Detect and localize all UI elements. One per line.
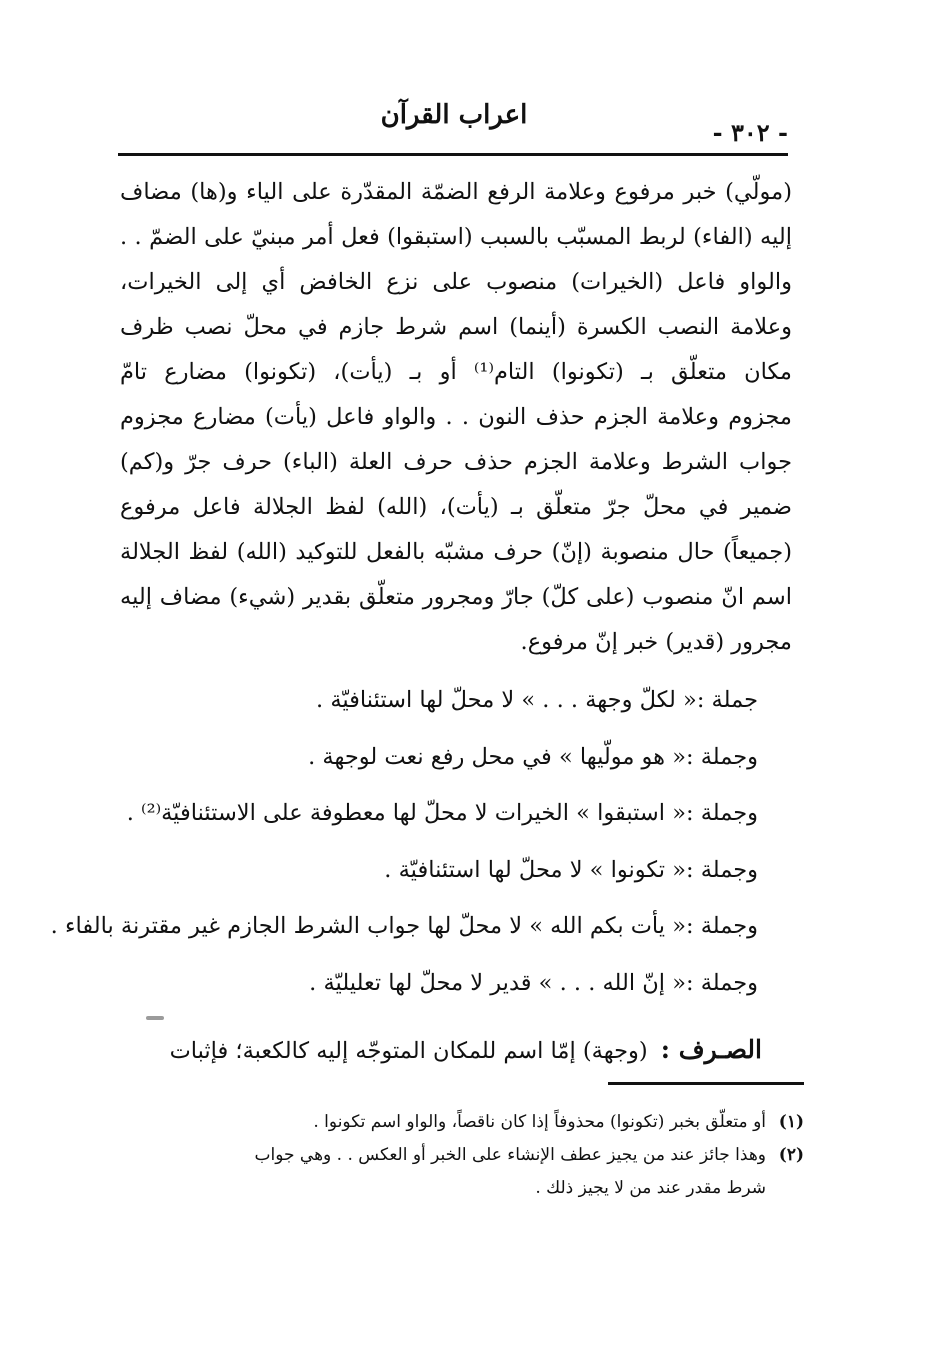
text-line: مكان متعلّق بـ (تكونوا) التام⁽¹⁾ أو بـ (يأت)، (تكونوا) مضارع تامّ	[120, 359, 792, 385]
text-line: (مولّي) خبر مرفوع وعلامة الرفع الضمّة المقدّرة على الياء و(ها) مضاف	[120, 179, 792, 205]
text-line: اسم انّ منصوب (على كلّ) جارّ ومجرور متعلّق بقدير (شيء) مضاف إليه	[120, 584, 792, 610]
sentence-analysis-item: وجملة :« تكونوا » لا محلّ لها استئنافيّة .	[384, 856, 758, 883]
text-line: (جميعاً) حال منصوبة (إنّ) حرف مشبّه بالفعل للتوكيد (الله) لفظ الجلالة	[120, 539, 792, 565]
text-line: جواب الشرط وعلامة الجزم حذف حرف العلة (الباء) حرف جرّ و(كم)	[120, 449, 792, 475]
footnotes	[132, 1106, 804, 1205]
text-line: إليه (الفاء) لربط المسبّب بالسبب (استبقوا) فعل أمر مبنيّ على الضمّ . .	[120, 224, 792, 250]
sentence-analysis-item: وجملة :« يأت بكم الله » لا محلّ لها جواب الشرط الجازم غير مقترنة بالفاء .	[50, 913, 758, 939]
footnote-text: شرط مقدر عند من لا يجيز ذلك .	[535, 1178, 766, 1198]
running-title: اعراب القرآن	[380, 100, 528, 130]
sentence-analysis-item: وجملة :« إنّ الله . . . » قدير لا محلّ لها تعليليّة .	[309, 969, 758, 996]
footnote	[132, 1139, 804, 1205]
morphology-section	[120, 1024, 762, 1076]
text-line: وعلامة النصب الكسرة (أينما) اسم شرط جازم في محلّ نصب ظرف	[120, 314, 792, 340]
scan-speck	[146, 1016, 164, 1020]
text-line: والواو فاعل (الخيرات) منصوب على نزع الخافض أي إلى الخيرات،	[120, 269, 792, 295]
footnote-number: (٢)	[778, 1145, 804, 1165]
morphology-heading: الصـرف :	[660, 1035, 762, 1064]
sentence-analysis-item: جملة :« لكلّ وجهة . . . » لا محلّ لها استئنافيّة .	[316, 687, 758, 713]
text-line: مجرور (قدير) خبر إنّ مرفوع.	[520, 629, 792, 655]
sentence-analysis-list	[50, 672, 758, 1011]
text-line: ضمير في محلّ جرّ متعلّق بـ (يأت)، (الله) لفظ الجلالة فاعل مرفوع	[120, 494, 792, 520]
footnote	[132, 1106, 804, 1139]
footnote-number: (١)	[778, 1112, 804, 1132]
footnote-text: أو متعلّق بخبر (تكونوا) محذوفاً إذا كان ناقصاً، والواو اسم تكونوا .	[313, 1112, 766, 1132]
text-line: مجزوم وعلامة الجزم حذف النون . . والواو فاعل (يأت) مضارع مجزوم	[120, 404, 792, 430]
main-paragraph	[120, 170, 792, 665]
sentence-analysis-item: وجملة :« استبقوا » الخيرات لا محلّ لها معطوفة على الاستئنافيّة⁽²⁾ .	[126, 800, 758, 826]
morphology-text: (وجهة) إمّا اسم للمكان المتوجّه إليه كالكعبة؛ فإثبات	[169, 1038, 655, 1064]
page-number: - ٣٠٢ -	[712, 118, 788, 147]
footnote-divider	[608, 1082, 804, 1085]
sentence-analysis-item: وجملة :« هو مولّيها » في محل رفع نعت لوجهة .	[308, 743, 758, 770]
footnote-text: وهذا جائز عند من يجيز عطف الإنشاء على الخبر أو العكس . . وهي جواب	[254, 1145, 766, 1165]
page-header	[120, 100, 788, 147]
header-divider	[118, 153, 788, 156]
